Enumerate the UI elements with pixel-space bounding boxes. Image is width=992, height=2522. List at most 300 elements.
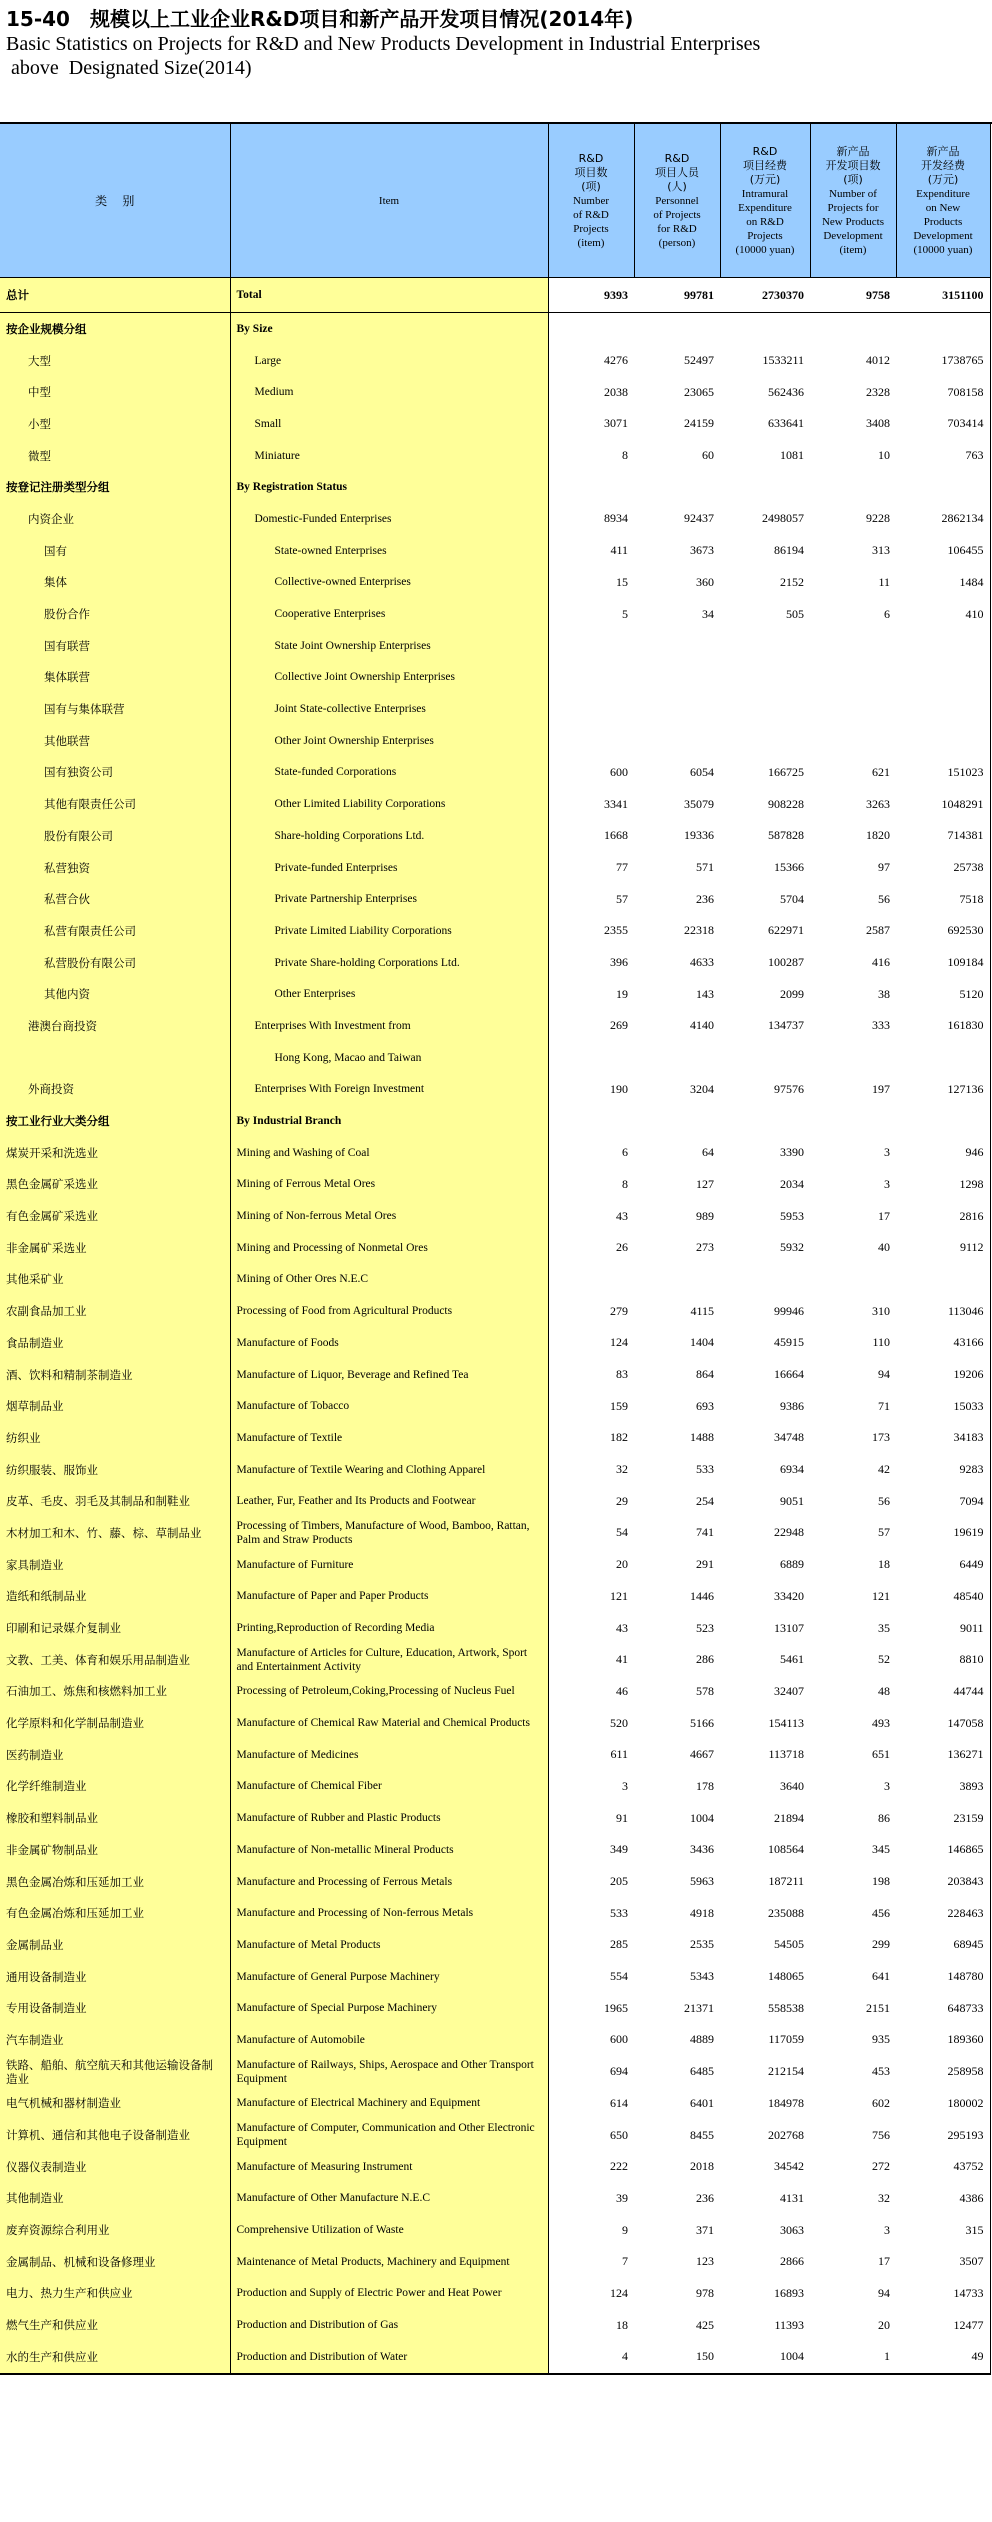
value-cell-3: 16893 [774,2285,804,2300]
category-cell: 按工业行业大类分组 [0,1105,230,1137]
category-cell: 其他有限责任公司 [0,788,230,820]
value-cell-1: 611 [610,1747,628,1762]
item-cell: Small [230,408,548,440]
value-cell-2: 6401 [690,2095,714,2110]
value-cell-2: 693 [696,1398,714,1413]
category-cell: 集体联营 [0,662,230,694]
value-cell-2: 4918 [690,1905,714,1920]
value-cell-3: 117059 [768,2032,804,2047]
value-cell-2 [634,662,720,694]
item-cell: Manufacture and Processing of Non-ferrous Metals [230,1897,548,1929]
value-cell-3: 184978 [768,2095,804,2110]
value-cell-4: 493 [872,1715,890,1730]
value-cell-5: 148780 [896,1961,990,1993]
header-col-2 [634,124,720,278]
item-cell: Printing,Reproduction of Recording Media [230,1612,548,1644]
value-cell-2: 254 [696,1493,714,1508]
item-cell: Enterprises With Foreign Investment [230,1074,548,1106]
header-col-3 [720,124,810,278]
item-cell: Manufacture of Tobacco [230,1390,548,1422]
category-cell: 纺织业 [0,1422,230,1454]
item-cell: Enterprises With Investment from [230,1010,548,1042]
table-row [0,1010,990,1042]
value-cell-2: 123 [696,2254,714,2269]
value-cell-2: 4633 [690,955,714,970]
value-cell-5: 49 [896,2341,990,2374]
value-cell-2: 24159 [684,416,714,431]
value-cell-2: 64 [702,1145,714,1160]
value-cell-3: 113718 [768,1747,804,1762]
category-cell: 集体 [0,567,230,599]
category-cell: 微型 [0,440,230,472]
value-cell-2: 1404 [690,1335,714,1350]
item-cell: Manufacture of Textile [230,1422,548,1454]
value-cell-4 [810,1042,896,1074]
value-cell-3: 1004 [720,2341,810,2374]
value-cell-4 [810,471,896,503]
value-cell-2: 273 [696,1240,714,1255]
table-row [0,1105,990,1137]
table-row [0,2246,990,2278]
value-cell-2: 99781 [634,278,720,313]
category-cell: 有色金属矿采选业 [0,1200,230,1232]
category-cell [0,1042,230,1074]
value-cell-2: 143 [696,986,714,1001]
value-cell-4: 310 [872,1303,890,1318]
value-cell-5: 5120 [896,978,990,1010]
value-cell-5: 146865 [896,1834,990,1866]
table-row [0,2151,990,2183]
value-cell-5 [896,471,990,503]
value-cell-2 [634,471,720,503]
item-cell: Collective Joint Ownership Enterprises [230,662,548,694]
value-cell-1: 694 [610,2064,628,2079]
item-cell: Total [230,278,548,313]
category-cell: 废弃资源综合利用业 [0,2214,230,2246]
value-cell-1: 205 [610,1874,628,1889]
title-block [6,6,986,80]
category-cell: 纺织服装、服饰业 [0,1454,230,1486]
header-col-2-en: Personnel of Projects for R&D (person) [653,194,701,249]
value-cell-5: 151023 [896,757,990,789]
item-cell: By Size [230,313,548,345]
table-row [0,2341,990,2374]
item-cell: Mining of Other Ores N.E.C [230,1264,548,1296]
table-header [0,124,990,278]
header-col-5-en: Expenditure on New Products Development (10000 yuan) [913,187,973,256]
value-cell-5: 203843 [896,1866,990,1898]
value-cell-4: 11 [878,574,890,589]
value-cell-1: 1668 [604,828,628,843]
table-title-en-line1: Basic Statistics on Projects for R&D and New Products Development in Industrial Enterprises [6,33,761,55]
table-body [0,278,990,2374]
value-cell-4: 71 [878,1398,890,1413]
table-row [0,947,990,979]
value-cell-5: 315 [896,2214,990,2246]
value-cell-5: 9011 [896,1612,990,1644]
table-row [0,1581,990,1613]
item-cell: Manufacture of Foods [230,1327,548,1359]
item-cell: Production and Distribution of Gas [230,2309,548,2341]
value-cell-1: 520 [610,1715,628,1730]
value-cell-2 [634,725,720,757]
value-cell-1: 46 [616,1683,628,1698]
item-cell: By Industrial Branch [230,1105,548,1137]
value-cell-3: 235088 [768,1905,804,1920]
value-cell-4: 17 [878,2254,890,2269]
value-cell-4: 86 [878,1810,890,1825]
value-cell-3: 2866 [780,2254,804,2269]
item-cell: Manufacture of Textile Wearing and Clothing Apparel [230,1454,548,1486]
header-col-5-cn: 新产品 开发经费 (万元) [921,144,965,186]
value-cell-5: 136271 [896,1739,990,1771]
table-row [0,1612,990,1644]
value-cell-5: 23159 [896,1802,990,1834]
value-cell-5: 43752 [896,2151,990,2183]
value-cell-1: 4276 [604,353,628,368]
item-cell: Production and Distribution of Water [230,2341,548,2374]
table-row [0,2214,990,2246]
value-cell-1: 1965 [604,2000,628,2015]
value-cell-1: 554 [610,1969,628,1984]
value-cell-1: 2038 [604,384,628,399]
value-cell-4: 333 [872,1018,890,1033]
item-cell: Manufacture of Paper and Paper Products [230,1581,548,1613]
value-cell-1: 26 [616,1240,628,1255]
value-cell-5: 692530 [896,915,990,947]
value-cell-2: 60 [702,448,714,463]
value-cell-5: 19206 [896,1359,990,1391]
value-cell-2: 19336 [684,828,714,843]
table-row [0,1961,990,1993]
category-cell: 印刷和记录媒介复制业 [0,1612,230,1644]
table-row [0,662,990,694]
value-cell-5: 708158 [896,376,990,408]
value-cell-1: 4 [548,2341,634,2374]
value-cell-5 [896,630,990,662]
value-cell-1: 650 [610,2127,628,2142]
value-cell-1: 3341 [604,796,628,811]
value-cell-5: 1738765 [896,345,990,377]
value-cell-3: 54505 [774,1937,804,1952]
value-cell-5: 9283 [896,1454,990,1486]
value-cell-5: 3151100 [896,278,990,313]
item-cell: Mining of Non-ferrous Metal Ores [230,1200,548,1232]
value-cell-3: 9386 [780,1398,804,1413]
item-cell: Joint State-collective Enterprises [230,693,548,725]
value-cell-4: 621 [872,764,890,779]
table-row [0,725,990,757]
table-row [0,1169,990,1201]
item-cell: Private Limited Liability Corporations [230,915,548,947]
table-row [0,1232,990,1264]
value-cell-5 [896,662,990,694]
value-cell-4: 18 [878,1557,890,1572]
value-cell-5: 648733 [896,1992,990,2024]
category-cell: 石油加工、炼焦和核燃料加工业 [0,1676,230,1708]
category-cell: 农副食品加工业 [0,1295,230,1327]
header-col-4-en: Number of Projects for New Products Development (item) [821,187,885,256]
value-cell-1: 9 [622,2222,628,2237]
item-cell: Manufacture of Metal Products [230,1929,548,1961]
value-cell-5: 703414 [896,408,990,440]
value-cell-5: 106455 [896,535,990,567]
value-cell-1: 190 [610,1081,628,1096]
value-cell-3 [720,1264,810,1296]
table-row [0,376,990,408]
value-cell-5: 127136 [896,1074,990,1106]
value-cell-2: 34 [702,606,714,621]
table-row [0,1295,990,1327]
value-cell-3: 6934 [780,1462,804,1477]
item-cell: Manufacture of Rubber and Plastic Products [230,1802,548,1834]
value-cell-4 [810,1105,896,1137]
table-row [0,1390,990,1422]
value-cell-1: 121 [610,1588,628,1603]
value-cell-1: 5 [622,606,628,621]
value-cell-3: 11393 [774,2317,804,2332]
item-cell: Large [230,345,548,377]
value-cell-2: 236 [696,2190,714,2205]
value-cell-5: 43166 [896,1327,990,1359]
value-cell-3: 34748 [774,1430,804,1445]
category-cell: 其他内资 [0,978,230,1010]
item-cell: Collective-owned Enterprises [230,567,548,599]
header-col-2-cn: R&D 项目人员 (人) [655,151,699,193]
value-cell-3: 3390 [780,1145,804,1160]
value-cell-2: 5343 [690,1969,714,1984]
value-cell-4: 453 [872,2064,890,2079]
value-cell-4: 48 [878,1683,890,1698]
item-cell: Miniature [230,440,548,472]
category-cell: 非金属矿采选业 [0,1232,230,1264]
value-cell-4: 40 [878,1240,890,1255]
value-cell-1: 182 [610,1430,628,1445]
value-cell-1 [548,693,634,725]
category-cell: 私营合伙 [0,883,230,915]
category-cell: 私营股份有限公司 [0,947,230,979]
value-cell-2: 178 [696,1778,714,1793]
value-cell-4: 4012 [866,353,890,368]
value-cell-5: 25738 [896,852,990,884]
value-cell-3: 558538 [768,2000,804,2015]
category-cell: 水的生产和供应业 [0,2341,230,2374]
value-cell-1: 8 [622,448,628,463]
table-row [0,2056,990,2088]
value-cell-4 [810,1264,896,1296]
item-cell: Manufacture of Furniture [230,1549,548,1581]
table-row [0,1485,990,1517]
value-cell-2: 22318 [684,923,714,938]
value-cell-5 [896,1042,990,1074]
value-cell-3: 22948 [774,1525,804,1540]
value-cell-1: 29 [616,1493,628,1508]
table-row [0,1802,990,1834]
value-cell-3: 99946 [774,1303,804,1318]
item-cell: Manufacture of Railways, Ships, Aerospace and Other Transport Equipment [230,2056,548,2088]
value-cell-1 [548,662,634,694]
value-cell-5: 44744 [896,1676,990,1708]
value-cell-5 [896,1105,990,1137]
value-cell-1: 396 [610,955,628,970]
table-row [0,2278,990,2310]
value-cell-4 [810,662,896,694]
value-cell-3: 908228 [768,796,804,811]
value-cell-3 [720,1042,810,1074]
value-cell-3: 166725 [768,764,804,779]
value-cell-3: 187211 [768,1874,804,1889]
value-cell-5: 15033 [896,1390,990,1422]
value-cell-4: 17 [878,1208,890,1223]
value-cell-3: 505 [786,606,804,621]
table-row [0,1992,990,2024]
value-cell-3 [720,693,810,725]
value-cell-2: 21371 [684,2000,714,2015]
category-cell: 非金属矿物制品业 [0,1834,230,1866]
value-cell-5: 147058 [896,1707,990,1739]
value-cell-1: 8934 [604,511,628,526]
value-cell-3: 2730370 [720,278,810,313]
value-cell-4: 10 [878,448,890,463]
value-cell-4: 94 [878,1367,890,1382]
value-cell-2: 4140 [690,1018,714,1033]
category-cell: 煤炭开采和洗选业 [0,1137,230,1169]
value-cell-5: 3507 [896,2246,990,2278]
table-row [0,535,990,567]
table-row [0,598,990,630]
value-cell-1: 41 [616,1652,628,1667]
value-cell-5: 7518 [896,883,990,915]
value-cell-4: 3263 [866,796,890,811]
value-cell-4: 651 [872,1747,890,1762]
value-cell-2: 425 [696,2317,714,2332]
value-cell-4: 456 [872,1905,890,1920]
value-cell-3: 202768 [768,2127,804,2142]
value-cell-3: 562436 [768,384,804,399]
value-cell-1: 533 [610,1905,628,1920]
category-cell: 计算机、通信和其他电子设备制造业 [0,2119,230,2151]
value-cell-1 [548,1105,634,1137]
value-cell-5: 1048291 [896,788,990,820]
table-row [0,1264,990,1296]
value-cell-1: 83 [616,1367,628,1382]
value-cell-3: 633641 [768,416,804,431]
value-cell-3: 5953 [780,1208,804,1223]
value-cell-4: 3 [884,2222,890,2237]
header-col-3-cn: R&D 项目经费 (万元) [743,144,787,186]
value-cell-1: 279 [610,1303,628,1318]
header-col-1-en: Number of R&D Projects (item) [572,194,610,249]
value-cell-3: 1081 [780,448,804,463]
item-cell: Leather, Fur, Feather and Its Products and Footwear [230,1485,548,1517]
value-cell-2: 523 [696,1620,714,1635]
value-cell-5 [896,313,990,345]
value-cell-5 [896,1264,990,1296]
value-cell-4: 3 [884,1778,890,1793]
value-cell-4: 6 [884,606,890,621]
value-cell-1: 39 [616,2190,628,2205]
item-cell: Hong Kong, Macao and Taiwan [230,1042,548,1074]
value-cell-4: 3 [884,1176,890,1191]
value-cell-2: 5166 [690,1715,714,1730]
item-cell: Medium [230,376,548,408]
value-cell-5: 228463 [896,1897,990,1929]
value-cell-1: 77 [616,860,628,875]
value-cell-4: 345 [872,1842,890,1857]
header-col-4 [810,124,896,278]
value-cell-4: 3 [884,1145,890,1160]
value-cell-1: 269 [610,1018,628,1033]
value-cell-2: 3673 [690,543,714,558]
value-cell-2: 2535 [690,1937,714,1952]
value-cell-2: 741 [696,1525,714,1540]
table-row [0,630,990,662]
value-cell-4: 935 [872,2032,890,2047]
item-cell: Processing of Food from Agricultural Products [230,1295,548,1327]
value-cell-1: 349 [610,1842,628,1857]
value-cell-4: 197 [872,1081,890,1096]
value-cell-1: 124 [610,1335,628,1350]
value-cell-2: 127 [696,1176,714,1191]
value-cell-1: 54 [616,1525,628,1540]
value-cell-4 [810,725,896,757]
category-cell: 中型 [0,376,230,408]
value-cell-1 [548,1042,634,1074]
category-cell: 外商投资 [0,1074,230,1106]
value-cell-4: 416 [872,955,890,970]
value-cell-1 [548,1264,634,1296]
value-cell-5: 180002 [896,2088,990,2120]
value-cell-4: 38 [878,986,890,1001]
value-cell-1: 3 [622,1778,628,1793]
value-cell-1: 222 [610,2159,628,2174]
item-cell: Cooperative Enterprises [230,598,548,630]
table-row [0,915,990,947]
value-cell-1 [548,630,634,662]
table-row [0,820,990,852]
value-cell-5: 14733 [896,2278,990,2310]
value-cell-4: 272 [872,2159,890,2174]
item-cell: Manufacture of General Purpose Machinery [230,1961,548,1993]
category-cell: 橡胶和塑料制品业 [0,1802,230,1834]
value-cell-3: 9051 [780,1493,804,1508]
value-cell-3 [720,630,810,662]
table-row [0,2024,990,2056]
value-cell-2: 571 [696,860,714,875]
item-cell: Manufacture of Chemical Fiber [230,1771,548,1803]
value-cell-2: 1004 [690,1810,714,1825]
header-col-1-cn: R&D 项目数 (项) [574,151,608,193]
value-cell-4: 3408 [866,416,890,431]
item-cell: Mining and Processing of Nonmetal Ores [230,1232,548,1264]
value-cell-2: 3436 [690,1842,714,1857]
value-cell-3: 1533211 [762,353,804,368]
value-cell-5: 946 [896,1137,990,1169]
value-cell-3: 2099 [780,986,804,1001]
value-cell-5: 12477 [896,2309,990,2341]
category-cell: 按企业规模分组 [0,313,230,345]
value-cell-2: 989 [696,1208,714,1223]
value-cell-5: 9112 [896,1232,990,1264]
category-cell: 国有联营 [0,630,230,662]
value-cell-2: 92437 [684,511,714,526]
table-row [0,408,990,440]
value-cell-1: 19 [616,986,628,1001]
value-cell-1: 43 [616,1208,628,1223]
table-row [0,757,990,789]
category-cell: 化学纤维制造业 [0,1771,230,1803]
value-cell-2: 533 [696,1462,714,1477]
